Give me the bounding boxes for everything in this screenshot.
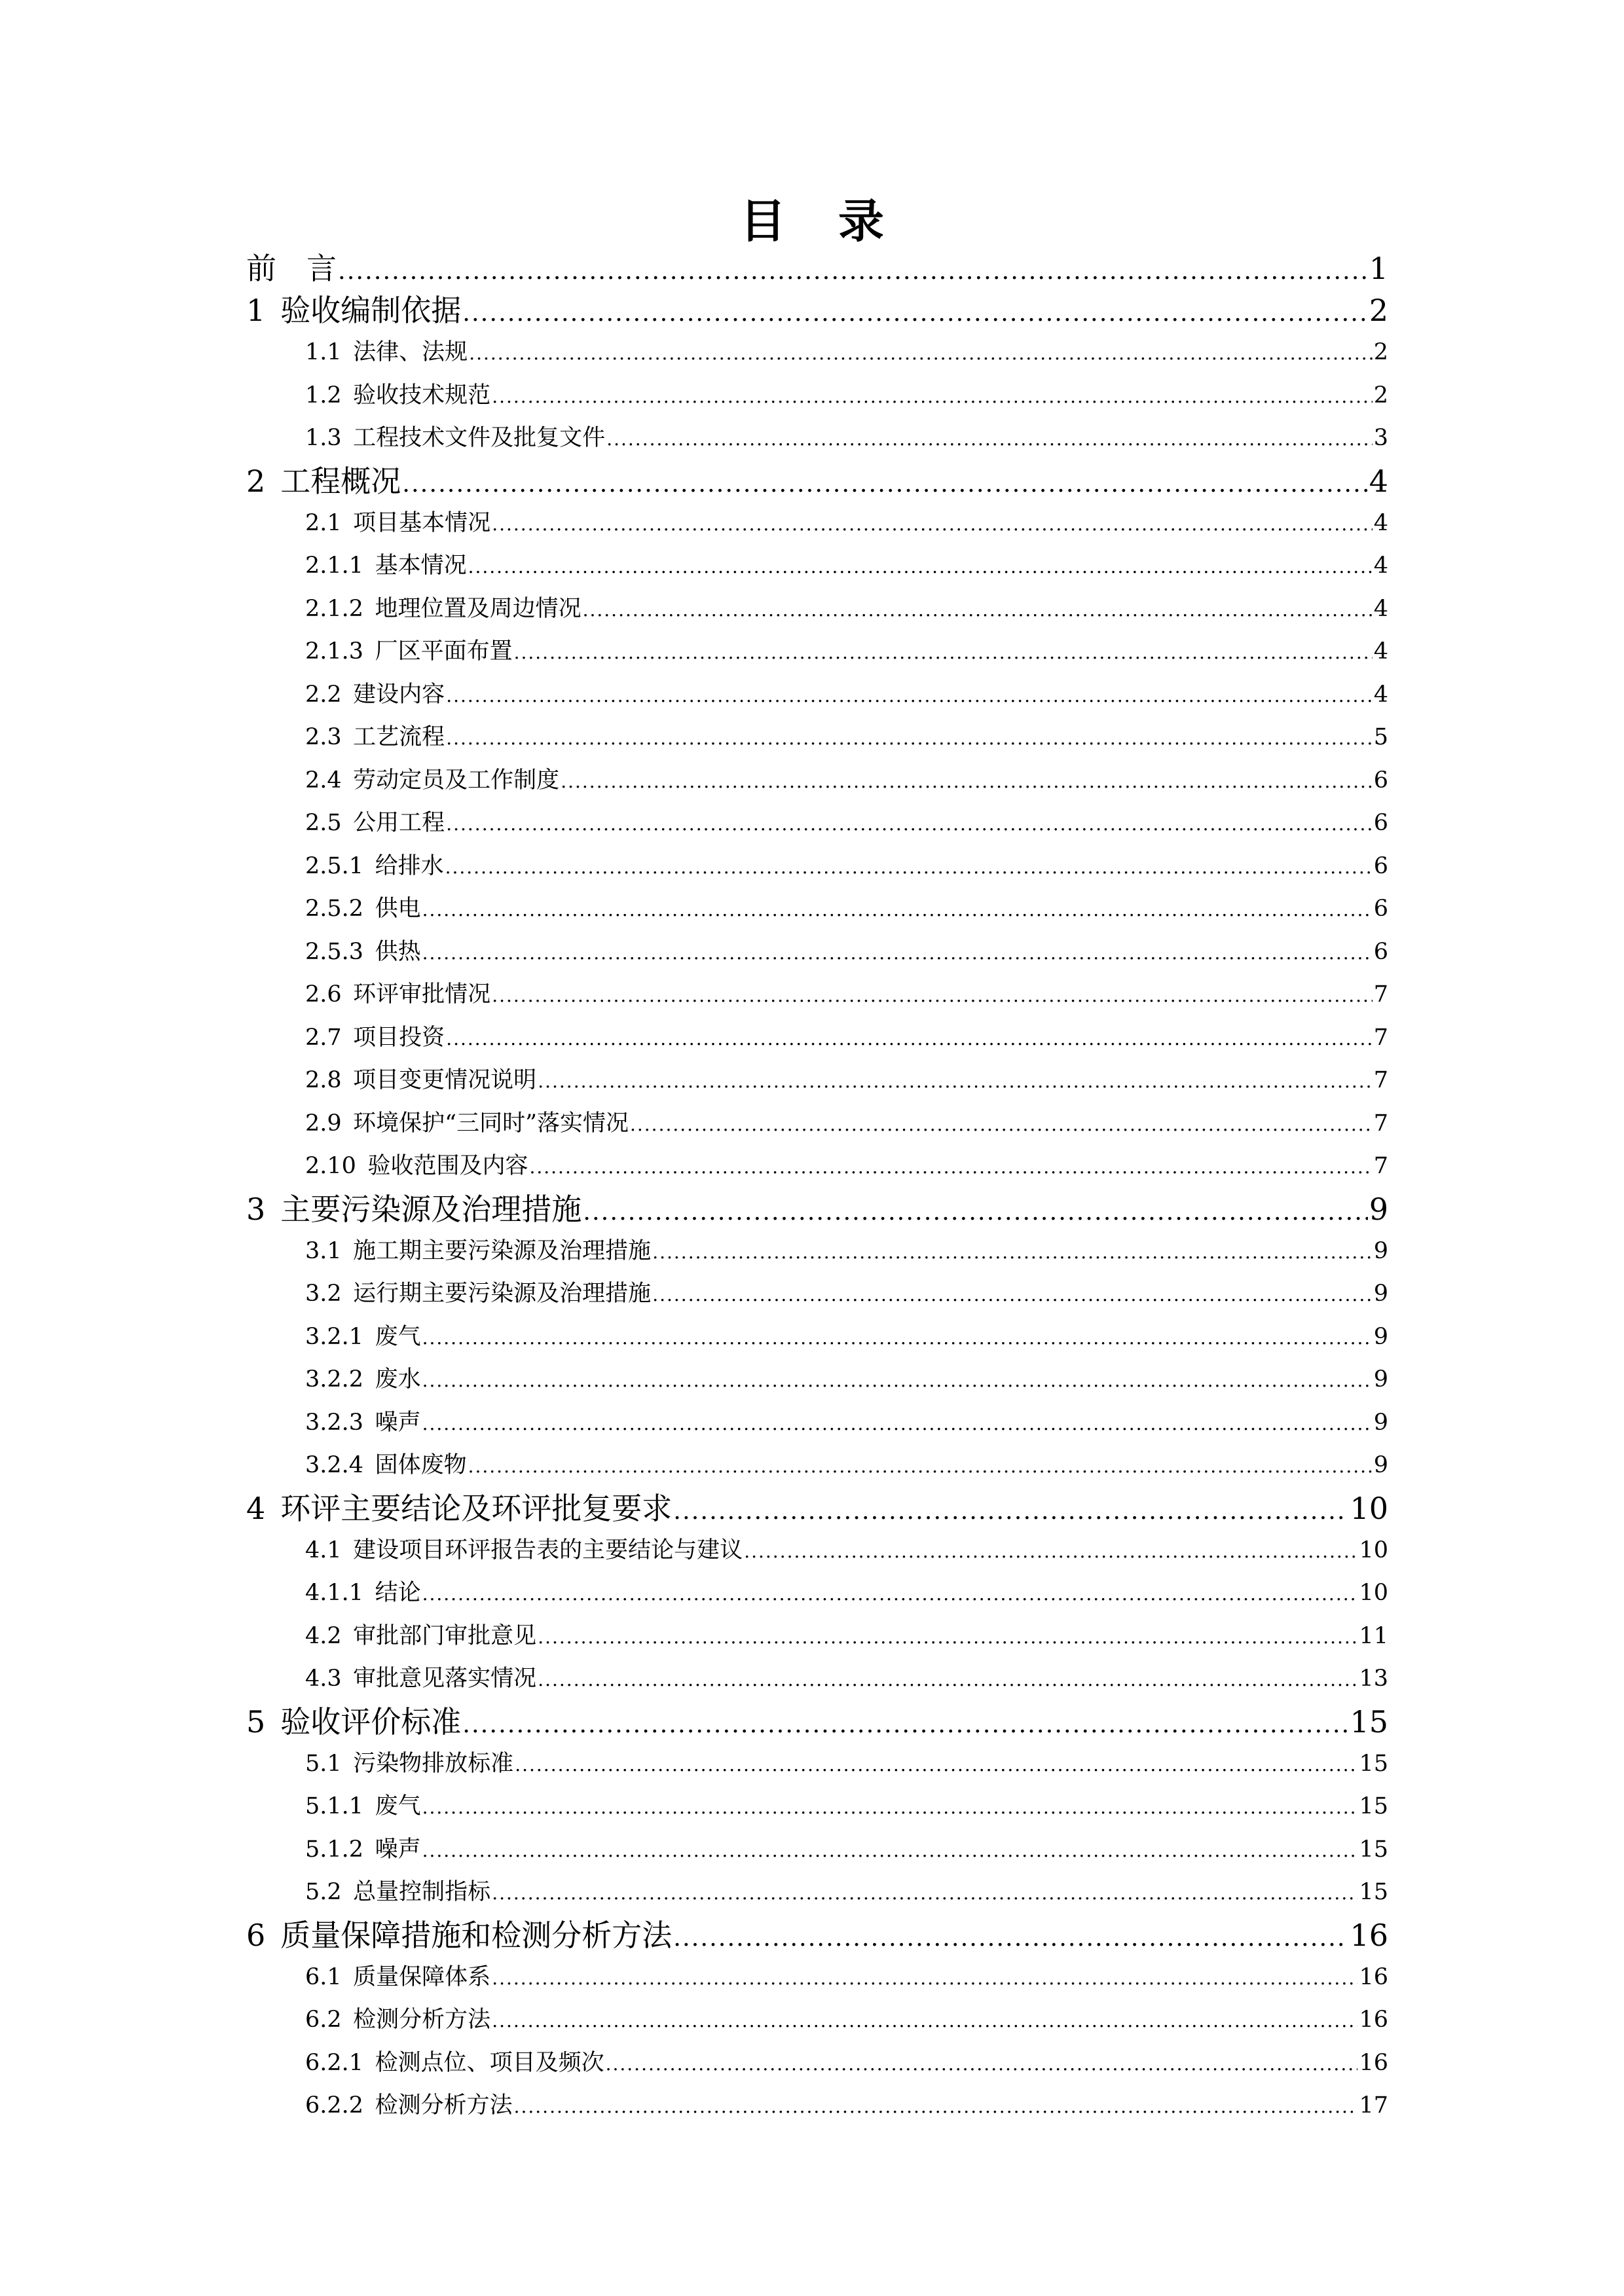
toc-page-number: 16 [1359, 2007, 1388, 2033]
toc-entry[interactable] [246, 716, 1388, 759]
toc-leader-dots [583, 589, 1373, 632]
toc-entry-label [246, 460, 401, 502]
toc-entry-text: 工程技术文件及批复文件 [353, 425, 606, 451]
toc-entry-number: 2.1.3 [305, 638, 364, 665]
toc-entry-number: 1.3 [305, 425, 342, 451]
toc-entry-text: 劳动定员及工作制度 [353, 767, 560, 793]
toc-entry-label [305, 1785, 421, 1829]
toc-leader-dots [469, 332, 1373, 375]
toc-page-number: 6 [1373, 810, 1388, 836]
toc-entry-text: 检测分析方法 [375, 2092, 513, 2119]
toc-entry-text: 结论 [375, 1580, 421, 1606]
toc-page-number: 9 [1373, 1237, 1388, 1264]
toc-entry-label [305, 1529, 743, 1573]
toc-entry-number: 3.2.3 [305, 1409, 364, 1436]
toc-entry-label [305, 845, 444, 888]
toc-entry[interactable] [246, 845, 1388, 888]
toc-entry[interactable] [246, 1316, 1388, 1359]
toc-entry-number: 2.3 [305, 724, 342, 750]
toc-entry[interactable] [246, 1914, 1388, 1956]
toc-entry-number: 2.5.2 [305, 896, 364, 922]
toc-entry[interactable] [246, 2085, 1388, 2128]
toc-entry-label [305, 1615, 536, 1658]
toc-entry-label [305, 630, 513, 674]
toc-entry-text: 施工期主要污染源及治理措施 [353, 1237, 652, 1264]
toc-leader-dots [561, 760, 1373, 803]
toc-page-number: 9 [1373, 1281, 1388, 1307]
toc-page-number: 2 [1373, 382, 1388, 409]
toc-page-number: 3 [1373, 425, 1388, 451]
toc-entry[interactable] [246, 1999, 1388, 2042]
toc-entry-number: 2.1.1 [305, 553, 364, 579]
toc-page-number: 4 [1373, 681, 1388, 708]
toc-leader-dots [652, 1273, 1373, 1317]
toc-entry-number: 2.1 [305, 509, 342, 536]
toc-entry-text: 建设项目环评报告表的主要结论与建议 [353, 1537, 743, 1563]
toc-entry-number: 2.8 [305, 1067, 342, 1093]
toc-entry[interactable] [246, 1785, 1388, 1829]
toc-entry-text: 验收范围及内容 [367, 1153, 528, 1179]
toc-entry-label [305, 674, 445, 717]
toc-entry[interactable] [246, 974, 1388, 1017]
toc-entry-label [305, 1230, 651, 1273]
toc-page-number: 9 [1369, 1191, 1388, 1227]
toc-entry-number: 5.2 [305, 1879, 342, 1905]
toc-entry-number: 1.1 [305, 339, 342, 365]
toc-page-number: 9 [1373, 1452, 1388, 1478]
toc-page-number: 16 [1359, 2049, 1388, 2076]
toc-leader-dots [538, 1658, 1357, 1702]
toc-entry-number: 2.7 [305, 1024, 342, 1051]
toc-entry-label [305, 331, 468, 374]
toc-page-number: 15 [1350, 1704, 1388, 1740]
toc-page-number: 4 [1373, 638, 1388, 665]
toc-entry-number: 4.1.1 [305, 1580, 364, 1606]
toc-entry-label [305, 2085, 513, 2128]
toc-entry[interactable] [246, 1871, 1388, 1914]
toc-page-number: 15 [1359, 1750, 1388, 1777]
toc-entry-label [305, 1999, 490, 2042]
toc-entry-text: 公用工程 [353, 810, 445, 836]
toc-entry[interactable] [246, 247, 1388, 289]
toc-entry-text: 建设内容 [353, 681, 445, 708]
toc-page-number: 9 [1373, 1409, 1388, 1436]
toc-entry-label [305, 716, 445, 759]
toc-entry-number: 5 [246, 1704, 266, 1740]
toc-entry-label [305, 1145, 528, 1188]
toc-leader-dots [630, 1103, 1373, 1146]
toc-entry-text: 基本情况 [375, 553, 467, 579]
toc-entry-text: 供热 [375, 938, 421, 965]
toc-entry-label [305, 1572, 421, 1615]
toc-entry-number: 4 [246, 1490, 266, 1526]
toc-entry[interactable] [246, 1273, 1388, 1316]
toc-entry-number: 2.5.1 [305, 852, 364, 879]
toc-entry-label [305, 1358, 421, 1402]
toc-title: 目录 [740, 194, 936, 248]
toc-page-number: 15 [1359, 1793, 1388, 1819]
toc-entry-label [305, 1871, 490, 1914]
toc-entry-text: 噪声 [375, 1836, 421, 1863]
toc-entry[interactable] [246, 331, 1388, 374]
toc-leader-dots [652, 1231, 1373, 1274]
toc-entry-text: 厂区平面布置 [375, 638, 513, 665]
toc-entry[interactable] [246, 1658, 1388, 1701]
toc-entry[interactable] [246, 1487, 1388, 1529]
toc-entry[interactable] [246, 1188, 1388, 1230]
toc-entry[interactable] [246, 1230, 1388, 1273]
toc-entry-label [305, 1658, 536, 1701]
toc-entry[interactable] [246, 1829, 1388, 1872]
toc-entry-text: 项目基本情况 [353, 509, 491, 536]
toc-entry-label [305, 1956, 490, 1999]
toc-entry[interactable] [246, 460, 1388, 502]
toc-entry-number: 5.1.1 [305, 1793, 364, 1819]
toc-entry[interactable] [246, 1017, 1388, 1060]
toc-entry[interactable] [246, 1572, 1388, 1615]
toc-leader-dots [422, 1402, 1373, 1446]
toc-entry[interactable] [246, 931, 1388, 974]
toc-entry-text: 主要污染源及治理措施 [280, 1191, 582, 1227]
toc-page-number: 5 [1373, 724, 1388, 750]
toc-entry-text: 运行期主要污染源及治理措施 [353, 1281, 652, 1307]
toc-entry-number: 1 [246, 293, 266, 328]
toc-leader-dots [462, 292, 1367, 334]
toc-entry-text: 工艺流程 [353, 724, 445, 750]
toc-entry-label [305, 759, 559, 803]
toc-leader-dots [492, 974, 1373, 1017]
toc-entry-number: 6 [246, 1917, 266, 1953]
toc-entry-number: 4.2 [305, 1622, 342, 1649]
toc-page-number: 1 [1369, 251, 1388, 286]
toc-entry-number: 2.9 [305, 1110, 342, 1137]
toc-entry[interactable] [246, 1615, 1388, 1658]
toc-leader-dots [529, 1146, 1372, 1189]
toc-entry-text: 废水 [375, 1366, 421, 1393]
toc-page-number: 7 [1373, 1110, 1388, 1137]
toc-leader-dots [514, 2085, 1358, 2128]
toc-leader-dots [446, 1017, 1373, 1061]
toc-page-number: 4 [1369, 463, 1388, 499]
toc-leader-dots [492, 503, 1373, 546]
toc-page-number: 16 [1350, 1917, 1388, 1953]
toc-entry-text: 验收编制依据 [280, 293, 462, 328]
toc-entry-number: 3.1 [305, 1237, 342, 1264]
toc-entry[interactable] [246, 759, 1388, 803]
toc-entry-label [305, 888, 421, 931]
toc-entry-label [246, 289, 461, 331]
toc-entry-label [305, 931, 421, 974]
toc-entry-label [246, 1701, 461, 1743]
toc-entry-label [305, 802, 445, 845]
toc-entry[interactable] [246, 417, 1388, 460]
toc-page-number: 6 [1373, 896, 1388, 922]
toc-page-number: 6 [1373, 938, 1388, 965]
toc-leader-dots [492, 375, 1373, 418]
toc-entry-text: 验收技术规范 [353, 382, 491, 409]
toc-entry-text: 审批部门审批意见 [353, 1622, 537, 1649]
toc-leader-dots [422, 1317, 1373, 1360]
toc-page-number: 7 [1373, 1024, 1388, 1051]
toc-leader-dots [445, 846, 1373, 889]
toc-page-number: 6 [1373, 852, 1388, 879]
toc-entry-label [305, 1316, 421, 1359]
toc-leader-dots [468, 1445, 1373, 1488]
toc-entry-text: 环境保护“三同时”落实情况 [353, 1110, 629, 1137]
toc-entry-text: 项目变更情况说明 [353, 1067, 537, 1093]
toc-entry-number: 6.1 [305, 1963, 342, 1990]
toc-entry-number: 5.1 [305, 1750, 342, 1777]
toc-leader-dots [538, 1616, 1357, 1659]
toc-entry-label [305, 2042, 604, 2085]
toc-page-number: 10 [1359, 1537, 1388, 1563]
toc-page-number: 11 [1359, 1622, 1388, 1649]
toc-page-number: 9 [1373, 1323, 1388, 1350]
toc-entry-label [305, 588, 581, 631]
toc-leader-dots [468, 545, 1373, 589]
toc-entry-text: 检测分析方法 [353, 2007, 491, 2033]
toc-entry-number: 2.2 [305, 681, 342, 708]
toc-entry-text: 给排水 [375, 852, 444, 879]
toc-entry-number: 2.6 [305, 981, 342, 1008]
toc-entry-label [305, 1829, 421, 1872]
toc-page-number: 4 [1373, 595, 1388, 622]
toc-entry-text: 地理位置及周边情况 [375, 595, 581, 622]
toc-entry-text: 验收评价标准 [280, 1704, 462, 1740]
toc-entry[interactable] [246, 1743, 1388, 1786]
toc-page-number: 16 [1359, 1963, 1388, 1990]
toc-page-number: 6 [1373, 767, 1388, 793]
toc-entry-text: 工程概况 [280, 463, 401, 499]
toc-page-number: 9 [1373, 1366, 1388, 1393]
toc-leader-dots [673, 1490, 1348, 1532]
toc-leader-dots [462, 1704, 1348, 1745]
toc-list [246, 247, 1388, 2128]
toc-entry-text: 废气 [375, 1793, 421, 1819]
toc-entry-number: 2.4 [305, 767, 342, 793]
toc-entry-number: 2.10 [305, 1153, 356, 1179]
toc-entry-number: 3.2.2 [305, 1366, 364, 1393]
toc-entry[interactable] [246, 502, 1388, 545]
toc-entry-text: 固体废物 [375, 1452, 467, 1478]
toc-page-number: 7 [1373, 1153, 1388, 1179]
toc-entry-label [305, 1402, 421, 1445]
toc-page-number: 17 [1359, 2092, 1388, 2119]
toc-entry-text: 环评主要结论及环评批复要求 [280, 1490, 673, 1526]
toc-entry-label [305, 1444, 467, 1487]
toc-leader-dots [402, 463, 1367, 505]
toc-page-number: 10 [1350, 1490, 1388, 1526]
toc-entry-text: 污染物排放标准 [353, 1750, 514, 1777]
toc-entry-number: 4.3 [305, 1666, 342, 1692]
toc-page-number: 4 [1373, 509, 1388, 536]
toc-leader-dots [422, 1786, 1358, 1829]
toc-entry[interactable] [246, 374, 1388, 418]
toc-entry-number: 2 [246, 463, 266, 499]
toc-entry-label [305, 1059, 536, 1102]
toc-entry[interactable] [246, 1145, 1388, 1188]
toc-entry-label [305, 1017, 445, 1060]
toc-leader-dots [514, 631, 1373, 674]
toc-entry-text: 噪声 [375, 1409, 421, 1436]
toc-entry-label [305, 1273, 651, 1316]
toc-entry[interactable] [246, 1956, 1388, 1999]
toc-entry[interactable] [246, 802, 1388, 845]
toc-entry[interactable] [246, 1444, 1388, 1487]
toc-leader-dots [422, 1829, 1358, 1872]
toc-leader-dots [583, 1191, 1367, 1233]
toc-page-number: 10 [1359, 1580, 1388, 1606]
toc-entry-number: 4.1 [305, 1537, 342, 1563]
toc-leader-dots [492, 1957, 1357, 2000]
toc-entry[interactable] [246, 1358, 1388, 1402]
toc-entry-number: 3.2 [305, 1281, 342, 1307]
toc-page-number: 2 [1369, 293, 1388, 328]
toc-entry[interactable] [246, 545, 1388, 588]
toc-entry[interactable] [246, 1402, 1388, 1445]
toc-leader-dots [446, 717, 1373, 760]
toc-entry[interactable] [246, 289, 1388, 331]
toc-leader-dots [422, 1573, 1358, 1616]
toc-entry-label [305, 545, 467, 588]
toc-entry[interactable] [246, 888, 1388, 931]
toc-entry[interactable] [246, 630, 1388, 674]
toc-entry-number: 2.5.3 [305, 938, 364, 965]
toc-entry-text: 供电 [375, 896, 421, 922]
toc-entry-number: 3.2.1 [305, 1323, 364, 1350]
toc-entry-text: 质量保障措施和检测分析方法 [280, 1917, 673, 1953]
toc-leader-dots [606, 418, 1373, 461]
toc-entry-label [246, 1487, 672, 1529]
toc-entry[interactable] [246, 1102, 1388, 1146]
toc-entry-label [305, 1102, 629, 1146]
toc-leader-dots [492, 1872, 1357, 1915]
toc-entry-number: 1.2 [305, 382, 342, 409]
toc-entry-text: 废气 [375, 1323, 421, 1350]
toc-page-number: 2 [1373, 339, 1388, 365]
toc-leader-dots [492, 1999, 1357, 2043]
toc-leader-dots [446, 674, 1373, 718]
toc-entry[interactable] [246, 1529, 1388, 1573]
toc-entry[interactable] [246, 674, 1388, 717]
toc-leader-dots [422, 932, 1373, 975]
toc-leader-dots [422, 1359, 1373, 1402]
toc-page-number: 15 [1359, 1836, 1388, 1863]
toc-page-number: 7 [1373, 981, 1388, 1008]
toc-leader-dots [422, 888, 1373, 932]
toc-entry-label [305, 1743, 513, 1786]
toc-entry-text: 总量控制指标 [353, 1879, 491, 1905]
toc-entry[interactable] [246, 1059, 1388, 1102]
toc-entry-number: 6.2 [305, 2007, 342, 2033]
toc-entry-text: 法律、法规 [353, 339, 468, 365]
toc-page-number: 7 [1373, 1067, 1388, 1093]
toc-entry-label [305, 502, 490, 545]
toc-entry-label [305, 974, 490, 1017]
toc-leader-dots [744, 1530, 1357, 1573]
toc-entry-number: 6.2.1 [305, 2049, 364, 2076]
toc-entry-number: 6.2.2 [305, 2092, 364, 2119]
toc-entry-number: 2.5 [305, 810, 342, 836]
toc-entry-text: 前 言 [246, 251, 337, 286]
toc-entry-number: 5.1.2 [305, 1836, 364, 1863]
toc-entry-text: 审批意见落实情况 [353, 1666, 537, 1692]
toc-entry-text: 环评审批情况 [353, 981, 491, 1008]
toc-entry-text: 检测点位、项目及频次 [375, 2049, 604, 2076]
toc-entry-label [305, 417, 605, 460]
toc-entry-number: 3 [246, 1191, 266, 1227]
toc-leader-dots [538, 1060, 1373, 1103]
toc-entry[interactable] [246, 588, 1388, 631]
toc-page-number: 15 [1359, 1879, 1388, 1905]
toc-entry-label [305, 374, 490, 418]
toc-entry[interactable] [246, 1701, 1388, 1743]
toc-entry-label [246, 247, 337, 289]
toc-leader-dots [606, 2043, 1358, 2086]
toc-page-number: 13 [1359, 1666, 1388, 1692]
toc-leader-dots [673, 1917, 1348, 1959]
toc-entry-number: 2.1.2 [305, 595, 364, 622]
toc-leader-dots [446, 803, 1373, 846]
toc-leader-dots [515, 1743, 1357, 1787]
toc-leader-dots [338, 250, 1368, 292]
toc-entry-number: 3.2.4 [305, 1452, 364, 1478]
toc-entry-text: 项目投资 [353, 1024, 445, 1051]
toc-entry-text: 质量保障体系 [353, 1963, 491, 1990]
toc-entry[interactable] [246, 2042, 1388, 2085]
toc-entry-label [246, 1914, 672, 1956]
toc-entry-label [246, 1188, 581, 1230]
toc-page-number: 4 [1373, 553, 1388, 579]
